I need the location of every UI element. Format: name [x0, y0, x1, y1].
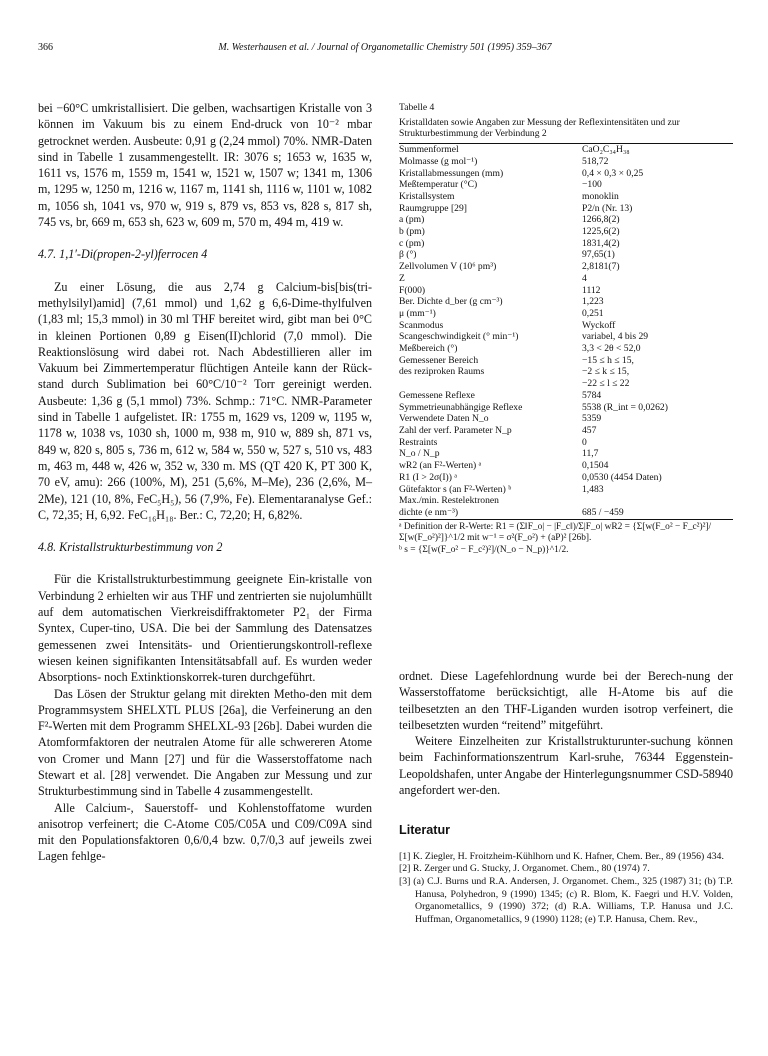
table-row: [399, 249, 733, 261]
table-cell-parameter: β (°): [399, 249, 417, 261]
table-cell-parameter: Zellvolumen V (10⁶ pm³): [399, 261, 497, 273]
table-cell-value: −15 ≤ h ≤ 15,: [582, 354, 634, 366]
table-row: [399, 226, 733, 238]
table-cell-value: −2 ≤ k ≤ 15,: [582, 366, 630, 378]
table-row: [399, 343, 733, 355]
table-cell-parameter: Z: [399, 272, 405, 284]
table-row: [399, 425, 733, 437]
table-cell-value: 1112: [582, 284, 601, 296]
table-row: [399, 355, 733, 367]
table-cell-parameter: Scanmodus: [399, 319, 444, 331]
table-cell-parameter: Scangeschwindigkeit (° min⁻¹): [399, 331, 519, 343]
table-row: [399, 366, 733, 378]
paragraph: Zu einer Lösung, die aus 2,74 g Calcium-bis[bis(tri-methylsilyl)amid] (7,61 mmol) und 1,62 g 6,6-Dime-thylfulven (1,83 ml; 15,3 mmol) in 30 ml THF bereitet wird, gibt man bei 0°C in kleinen Portionen 0,89 g Eisen(II)chlorid (7,0 mmol). Die Reaktionslösung wird dabei rot. Nach Abdestillieren aller im Vakuum bei Zimmertemperatur flüchtigen Anteile kann der Rück-stand durch Sublimation bei 60°C/10⁻² Torr gereinigt werden. Ausbeute: 1,36 g (5,1 mmol) 73%. Schmp.: 71°C. NMR-Parameter sind in Tabelle 1 aufgelistet. IR: 1755 m, 1629 vs, 1209 w, 1195 w, 1178 w, 1038 vs, 1030 sh, 1000 m, 938 m, 910 w, 889 sh, 871 vs, 849 w, 820 s, 805 s, 736 m, 612 w, 584 w, 550 w, 527 s, 510 vs, 483 m, 463 m, 448 w, 426 w, 352 w, 330 m. MS (QT 420 K, PT 300 K, 70 eV, amu): 266 (100%, M), 251 (5,6%, M–Me), 236 (2,6%, M–2Me), 121 (10, 8%, FeC₅H₅), 56 (7,9%, Fe). Elementaranalyse Gef.: C, 72,35; H, 6,92. FeC₁₆H₁₈. Ber.: C, 72,20; H, 6,82%.: [38, 279, 372, 522]
table-cell-parameter: Gemessener Bereich: [399, 354, 479, 366]
table-cell-parameter: N_o / N_p: [399, 448, 440, 460]
table-cell-value: 5784: [582, 389, 602, 401]
table-row: [399, 320, 733, 332]
table-cell-value: −100: [582, 179, 602, 191]
table-row: [399, 203, 733, 215]
table-cell-value: 0,1504: [582, 460, 609, 472]
table-cell-parameter: Gütefaktor s (an F²-Werten) ᵇ: [399, 483, 512, 495]
references-heading: Literatur: [399, 823, 451, 838]
table-row: [399, 331, 733, 343]
table-cell-parameter: F(000): [399, 284, 426, 296]
footnote-b: ᵇ s = {Σ[w(F_o² − F_c²)²]/(N_o − N_p)}^1/2.: [399, 544, 569, 555]
table-row: [399, 484, 733, 496]
table-row: [399, 261, 733, 273]
table-4: [399, 102, 733, 556]
table-cell-value: 1,223: [582, 296, 604, 308]
table-cell-value: 518,72: [582, 155, 609, 167]
paragraph: Das Lösen der Struktur gelang mit direkten Metho-den mit dem Programmsystem SHELXTL PLUS [26a], die Verfeinerung an den F²-Werten mit dem Programm SHELXL-93 [26b]. Dabei wurden die Atomformfaktoren der neutralen Atome für alle schwereren Atome von Cromer und Mann [27] und für die Wasserstoffatome nach Stewart et al. [28] verwendet. Die Angaben zur Messung und zur Strukturbestimmung sind in Tabelle 4 zusammengestellt.: [38, 686, 372, 799]
table-cell-parameter: Verwendete Daten N_o: [399, 413, 489, 425]
table-row: [399, 448, 733, 460]
table-row: [399, 507, 733, 519]
paragraph: Für die Kristallstrukturbestimmung geeignete Ein-kristalle von Verbindung 2 erhielten wir aus THF und zentrierten sie nujolumhüllt auf dem automatischen Vierkreisdiffraktometer P2₁ der Firma Syntex, Cuper-tino, USA. Die bei der Sammlung des Datensatzes gemessenen zwei Intensitäts- und Orientierungskontroll-reflexe wiesen keinen signifikanten Intensitätsabfall auf. Es wurden weder Absorptions- noch Extinktionskorrek-turen durchgeführt.: [38, 572, 372, 685]
table-row: [399, 472, 733, 484]
table-row: [399, 390, 733, 402]
paragraph: ordnet. Diese Lagefehlordnung wurde bei der Berech-nung der Wasserstoffatome berücksichtigt, alle H-Atome bis auf die teilbesetzten an den THF-Liganden wurden isotrop verfeinert, die teilbesetzten wurden “reitend” mitgeführt.: [399, 669, 733, 732]
table-cell-parameter: b (pm): [399, 226, 425, 238]
section-heading-4-8: 4.8. Kristallstrukturbestimmung von 2: [38, 540, 223, 555]
table-cell-parameter: Molmasse (g mol⁻¹): [399, 155, 478, 167]
page-header: [38, 42, 732, 58]
page-number: 366: [38, 42, 53, 53]
table-cell-value: 457: [582, 424, 597, 436]
reference-item: [1] K. Ziegler, H. Froitzheim-Kühlhorn und K. Hafner, Chem. Ber., 89 (1956) 434.: [399, 850, 724, 862]
table-cell-parameter: Summenformel: [399, 144, 459, 156]
table-cell-parameter: Meßbereich (°): [399, 343, 458, 355]
table-cell-parameter: c (pm): [399, 237, 425, 249]
table-row: [399, 308, 733, 320]
table-cell-parameter: R1 (I > 2σ(I)) ᵃ: [399, 471, 457, 483]
reference-item: [2] R. Zerger und G. Stucky, J. Organomet. Chem., 80 (1974) 7.: [399, 863, 650, 875]
data-table: [399, 144, 733, 519]
table-cell-value: Wyckoff: [582, 319, 616, 331]
table-cell-value: 2,8181(7): [582, 261, 620, 273]
table-row: [399, 156, 733, 168]
table-cell-parameter: Meßtemperatur (°C): [399, 179, 478, 191]
table-cell-value: monoklin: [582, 190, 619, 202]
table-cell-value: 3,3 < 2θ < 52,0: [582, 343, 641, 355]
table-cell-value: 0,4 × 0,3 × 0,25: [582, 167, 644, 179]
table-row: [399, 378, 733, 390]
table-cell-parameter: Kristallabmessungen (mm): [399, 167, 504, 179]
table-cell-parameter: Restraints: [399, 436, 438, 448]
table-cell-value: CaO₂C₃₄H₃₈: [582, 144, 630, 156]
table-caption: Kristalldaten sowie Angaben zur Messung der Reflexintensitäten und zur Strukturbestimmung der Verbindung 2: [399, 116, 680, 140]
references-list: [399, 851, 733, 927]
table-cell-value: 0,0530 (4454 Daten): [582, 471, 662, 483]
table-cell-parameter: Kristallsystem: [399, 190, 455, 202]
table-row: [399, 191, 733, 203]
table-row: [399, 495, 733, 507]
table-cell-parameter: a (pm): [399, 214, 425, 226]
table-cell-value: 0,251: [582, 307, 604, 319]
running-head: M. Westerhausen et al. / Journal of Organometallic Chemistry 501 (1995) 359–367: [218, 42, 552, 53]
table-cell-parameter: Gemessene Reflexe: [399, 389, 475, 401]
table-cell-parameter: Zahl der verf. Parameter N_p: [399, 424, 512, 436]
table-cell-value: 0: [582, 436, 587, 448]
table-cell-value: 5538 (R_int = 0,0262): [582, 401, 668, 413]
table-row: [399, 168, 733, 180]
table-row: [399, 179, 733, 191]
reference-item: [3] (a) C.J. Burns und R.A. Andersen, J. Organomet. Chem., 325 (1987) 31; (b) T.P. Hanusa, Polyhedron, 9 (1990) 1345; (c) R. Blom, K. Faegri und H.V. Volden, Organometallics, 9 (1990) 372; (d) R.A. Williams, T.P. Hanusa und J.C. Huffman, Organometallics, 9 (1990) 1128; (e) T.P. Hanusa, Chem. Rev.,: [399, 876, 733, 926]
table-cell-value: 685 / −459: [582, 506, 624, 518]
table-cell-value: 1831,4(2): [582, 237, 620, 249]
table-cell-value: 97,65(1): [582, 249, 615, 261]
left-column: [38, 100, 372, 865]
table-row: [399, 296, 733, 308]
paragraph: Weitere Einzelheiten zur Kristallstrukturunter-suchung können beim Fachinformationszentrum Karl-sruhe, 76344 Eggenstein-Leopoldshafen, unter Angabe der Hinterlegungsnummer CSD-58940 angefordert wer-den.: [399, 734, 733, 798]
table-cell-parameter: wR2 (an F²-Werten) ᵃ: [399, 460, 482, 472]
table-cell-value: 11,7: [582, 448, 599, 460]
table-cell-value: variabel, 4 bis 29: [582, 331, 649, 343]
footnote-a: ᵃ Definition der R-Werte: R1 = (Σ‖F_o| − |F_c‖)/Σ|F_o| wR2 = {Σ[w(F_o² − F_c²)²]/Σ[w(F_o²)²]}^1/2 mit w⁻¹ = σ²(F_o²) + (aP)² [26b].: [399, 521, 712, 544]
table-cell-parameter: Raumgruppe [29]: [399, 202, 467, 214]
table-cell-parameter: dichte (e nm⁻³): [399, 506, 459, 518]
table-cell-value: 1225,6(2): [582, 226, 620, 238]
table-bottom-rule: [399, 519, 733, 520]
table-row: [399, 460, 733, 472]
table-footnotes: [399, 522, 733, 557]
table-cell-value: 1,483: [582, 483, 604, 495]
table-row: [399, 437, 733, 449]
paragraph: bei −60°C umkristallisiert. Die gelben, wachsartigen Kristalle von 3 können im Vakuum bis zu einem End-druck von 10⁻² mbar getrocknet werden. Ausbeute: 0,91 g (2,24 mmol) 70%. NMR-Daten sind in Tabelle 1 zusammengestellt. IR: 3076 s; 1653 w, 1635 w, 1611 vs, 1576 m, 1559 m, 1541 w, 1521 w, 1507 w; 1341 m, 1306 m, 1295 w, 1250 m, 1216 w, 1167 m, 1141 sh, 1116 w, 1101 w, 1082 m, 1056 sh, 1041 vs, 970 w, 919 s, 879 vs, 853 vs, 828 s, 817 sh, 745 vs, br, 669 m, 653 sh, 623 w, 609 m, 570 m, 494 m, 419 w.: [38, 101, 372, 230]
right-column-text: [399, 668, 733, 927]
table-cell-parameter: des reziproken Raums: [399, 366, 485, 378]
table-cell-value: P2/n (Nr. 13): [582, 202, 633, 214]
table-row: [399, 413, 733, 425]
table-label: Tabelle 4: [399, 102, 435, 113]
table-cell-value: [582, 495, 733, 507]
table-row: [399, 285, 733, 297]
paragraph: Alle Calcium-, Sauerstoff- und Kohlenstoffatome wurden anisotrop verfeinert; die C-Atome C05/C05A und C09/C09A sind mit den Populationsfaktoren 0,6/0,4 bzw. 0,7/0,3 auf jeweils zwei Lagen fehlge-: [38, 800, 372, 864]
table-row: [399, 402, 733, 414]
table-row: [399, 214, 733, 226]
table-cell-parameter: [399, 378, 582, 390]
table-row: [399, 238, 733, 250]
table-cell-parameter: Max./min. Restelektronen: [399, 495, 499, 507]
table-cell-value: 1266,8(2): [582, 214, 620, 226]
table-cell-parameter: Symmetrieunabhängige Reflexe: [399, 401, 523, 413]
table-row: [399, 273, 733, 285]
table-cell-value: −22 ≤ l ≤ 22: [582, 378, 630, 390]
table-cell-parameter: Ber. Dichte d_ber (g cm⁻³): [399, 296, 503, 308]
table-row: [399, 144, 733, 156]
table-cell-value: 5359: [582, 413, 602, 425]
table-cell-parameter: μ (mm⁻¹): [399, 307, 436, 319]
table-cell-value: 4: [582, 272, 587, 284]
section-heading-4-7: 4.7. 1,1′-Di(propen-2-yl)ferrocen 4: [38, 247, 208, 262]
